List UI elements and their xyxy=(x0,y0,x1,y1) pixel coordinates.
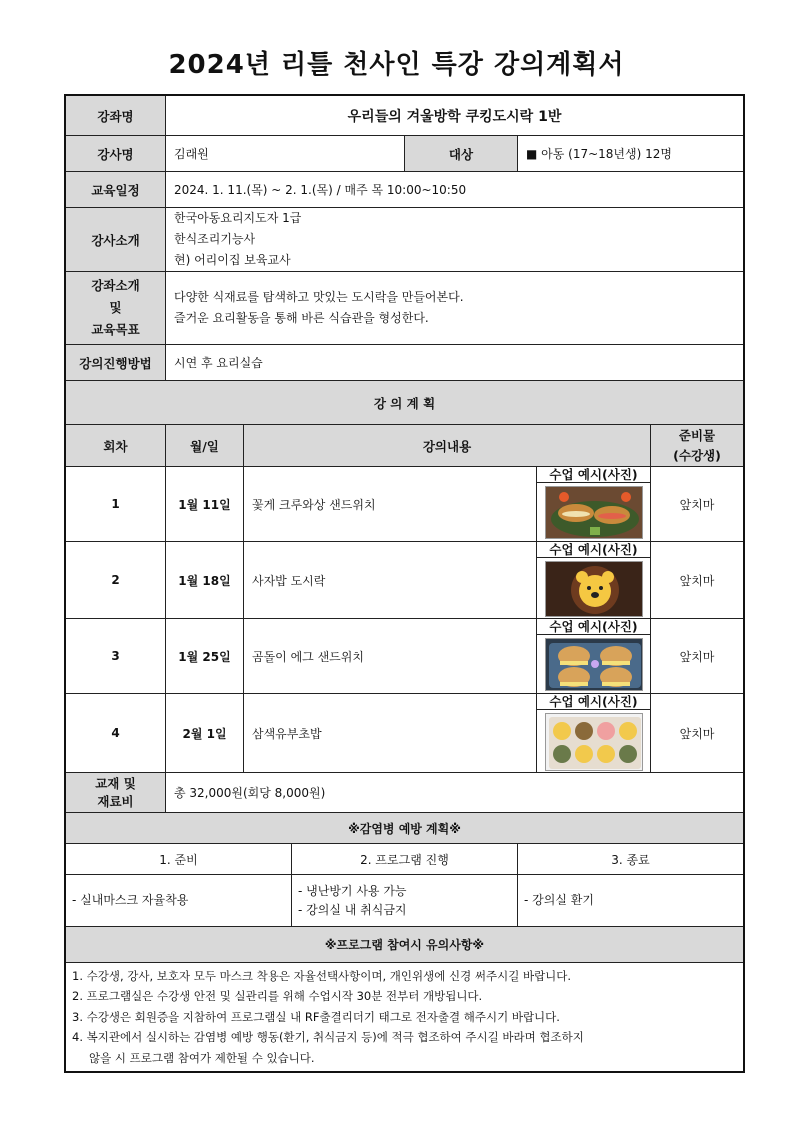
plan-row xyxy=(66,619,743,694)
intro-line: 한국아동요리지도자 1급 xyxy=(174,211,302,225)
plan-round: 4 xyxy=(66,694,166,772)
materials-row xyxy=(66,773,743,813)
prevention-item: - 실내마스크 자율착용 xyxy=(72,893,189,907)
plan-photo-cell xyxy=(537,619,651,693)
notice-line: 3. 수강생은 회원증을 지참하여 프로그램실 내 RF출결리더기 태그로 전자출결 해주시기 바랍니다. xyxy=(72,1009,560,1024)
goal-line: 즐거운 요리활동을 통해 바른 식습관을 형성한다. xyxy=(174,311,429,325)
photo-caption: 수업 예시(사진) xyxy=(537,694,650,710)
plan-round: 1 xyxy=(66,467,166,541)
schedule-label: 교육일정 xyxy=(66,172,166,207)
method-row xyxy=(66,345,743,381)
course-row xyxy=(66,96,743,136)
course-name: 우리들의 겨울방학 쿠킹도시락 1반 xyxy=(347,108,562,125)
plan-header-row xyxy=(66,425,743,467)
prevention-progress xyxy=(292,875,518,926)
plan-round: 2 xyxy=(66,542,166,618)
lion-rice-lunchbox-photo xyxy=(545,561,643,617)
notice-line: 2. 프로그램실은 수강생 안전 및 실관리를 위해 수업시작 30분 전부터 개방됩니다. xyxy=(72,989,483,1004)
plan-header-round: 회차 xyxy=(66,425,166,466)
goal-lines xyxy=(166,272,743,344)
plan-row xyxy=(66,694,743,773)
materials-label xyxy=(66,773,166,812)
goal-row xyxy=(66,272,743,345)
plan-header-content: 강의내용 xyxy=(244,425,651,466)
schedule-row xyxy=(66,172,743,208)
instructor-row xyxy=(66,136,743,172)
plan-header-date: 월/일 xyxy=(166,425,244,466)
instructor-name: 김래원 xyxy=(166,136,405,171)
prevention-content-row xyxy=(66,875,743,927)
plan-date: 1월 18일 xyxy=(166,542,244,618)
prevention-header-progress: 2. 프로그램 진행 xyxy=(292,844,518,874)
course-label: 강좌명 xyxy=(66,96,166,135)
prevention-header-prepare: 1. 준비 xyxy=(66,844,292,874)
plan-supplies: 앞치마 xyxy=(679,726,715,741)
materials-value: 총 32,000원(회당 8,000원) xyxy=(174,786,326,800)
prevention-item: - 냉난방기 사용 가능 xyxy=(298,883,407,898)
plan-content: 곰돌이 에그 샌드위치 xyxy=(244,619,537,693)
target-value: ■ 아동 (17~18년생) 12명 xyxy=(526,147,672,161)
intro-line: 현) 어리이집 보육교사 xyxy=(174,253,291,267)
plan-content: 사자밥 도시락 xyxy=(244,542,537,618)
plan-row xyxy=(66,467,743,542)
method-value: 시연 후 요리실습 xyxy=(174,356,263,370)
target-label: 대상 xyxy=(405,136,518,171)
instructor-label: 강사명 xyxy=(66,136,166,171)
goal-label xyxy=(66,272,166,344)
goal-label-line: 및 xyxy=(109,300,122,315)
prevention-header-row xyxy=(66,844,743,875)
notice-line: 4. 복지관에서 실시하는 감염병 예방 행동(환기, 취식금지 등)에 적극 협조하여 주시길 바라며 협조하지 xyxy=(72,1030,584,1045)
plan-header-supplies xyxy=(651,425,743,466)
goal-label-line: 강좌소개 xyxy=(91,278,140,293)
notice-content-row xyxy=(66,963,743,1071)
notice-title-row xyxy=(66,927,743,963)
materials-label-line: 재료비 xyxy=(97,793,134,809)
crab-croissant-sandwich-photo xyxy=(545,486,643,539)
goal-label-line: 교육목표 xyxy=(91,322,140,337)
intro-row xyxy=(66,208,743,272)
prevention-title-row xyxy=(66,813,743,844)
prevention-prepare xyxy=(66,875,292,926)
page-title: 2024년 리틀 천사인 특강 강의계획서 xyxy=(168,50,625,80)
plan-photo-cell xyxy=(537,694,651,772)
plan-date: 1월 25일 xyxy=(166,619,244,693)
plan-supplies: 앞치마 xyxy=(679,497,715,512)
intro-line: 한식조리기능사 xyxy=(174,232,256,246)
plan-date: 2월 1일 xyxy=(166,694,244,772)
prevention-end xyxy=(518,875,743,926)
notice-line: 않을 시 프로그램 참여가 제한될 수 있습니다. xyxy=(89,1050,315,1065)
method-label: 강의진행방법 xyxy=(66,345,166,380)
plan-photo-cell xyxy=(537,542,651,618)
lecture-plan-table xyxy=(64,94,745,1073)
tricolor-yubu-sushi-photo xyxy=(545,713,643,771)
photo-caption: 수업 예시(사진) xyxy=(537,619,650,635)
plan-date: 1월 11일 xyxy=(166,467,244,541)
plan-supplies: 앞치마 xyxy=(679,573,715,588)
prevention-title: ※감염병 예방 계획※ xyxy=(348,821,461,836)
plan-title-row xyxy=(66,381,743,425)
supplies-header-line: 준비물 xyxy=(678,427,716,443)
materials-label-line: 교재 및 xyxy=(95,775,136,791)
notice-line: 1. 수강생, 강사, 보호자 모두 마스크 착용은 자율선택사항이며, 개인위생에 신경 써주시길 바랍니다. xyxy=(72,968,572,983)
prevention-header-end: 3. 종료 xyxy=(611,852,650,867)
schedule-value: 2024. 1. 11.(목) ~ 2. 1.(목) / 매주 목 10:00~10:50 xyxy=(174,183,467,197)
notice-lines xyxy=(66,963,743,1071)
notice-title: ※프로그램 참여시 유의사항※ xyxy=(324,938,485,952)
photo-caption: 수업 예시(사진) xyxy=(537,467,650,483)
intro-label: 강사소개 xyxy=(66,208,166,271)
photo-caption: 수업 예시(사진) xyxy=(537,542,650,558)
prevention-item: - 강의실 내 취식금지 xyxy=(298,902,407,917)
plan-photo-cell xyxy=(537,467,651,541)
plan-row xyxy=(66,542,743,619)
plan-content: 꽃게 크루와상 샌드위치 xyxy=(244,467,537,541)
plan-content: 삼색유부초밥 xyxy=(244,694,537,772)
plan-title: 강 의 계 획 xyxy=(373,395,436,411)
bear-egg-sandwich-photo xyxy=(545,638,643,691)
plan-round: 3 xyxy=(66,619,166,693)
plan-supplies: 앞치마 xyxy=(679,649,715,664)
supplies-header-line: (수강생) xyxy=(673,447,721,463)
intro-lines xyxy=(166,208,743,271)
goal-line: 다양한 식재료를 탐색하고 맛있는 도시락을 만들어본다. xyxy=(174,290,464,304)
prevention-item: - 강의실 환기 xyxy=(524,893,594,907)
